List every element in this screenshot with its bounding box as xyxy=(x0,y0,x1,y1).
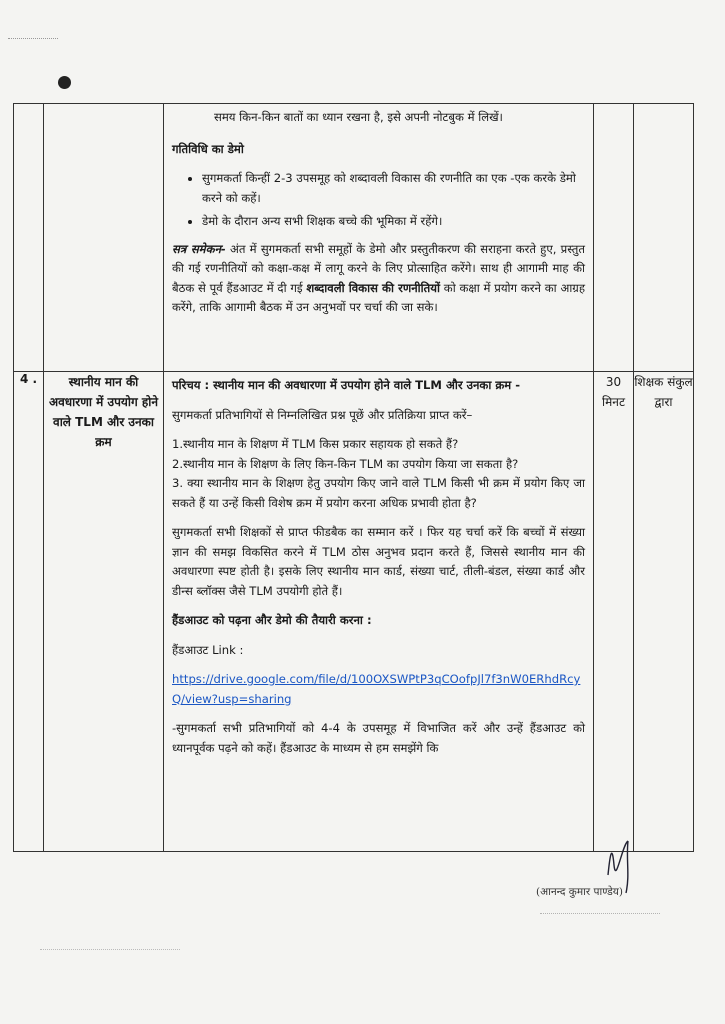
summary-text: अंत में सुगमकर्ता सभी समूहों के डेमो और प्रस्तुतीकरण की सराहना करते हुए, प्रस्तुत की गई रणनीतियों को कक्षा-कक्ष में लागू करने के लिए प्रोत्साहित करेंगे। साथ ही आगामी माह की बैठक से पूर्व हैंडआउट में दी गई xyxy=(172,241,585,295)
facilitator-cell xyxy=(634,104,694,372)
question-2: 2.स्थानीय मान के शिक्षण के लिए किन-किन TLM का उपयोग किया जा सकता है? xyxy=(172,456,519,471)
continuation-line: समय किन-किन बातों का ध्यान रखना है, इसे अपनी नोटबुक में लिखें। xyxy=(214,110,503,124)
handout-link[interactable]: https://drive.google.com/file/d/100OXSWPtP3qCOofpJl7f3nW0ERhdRcyQ/view?usp=sharing xyxy=(172,672,581,706)
topic-cell xyxy=(44,104,164,372)
summary-text-end: को कक्षा में प्रयोग करने का आग्रह करेंगे, ताकि आगामी बैठक में उन अनुभवों पर चर्चा की जा सके। xyxy=(172,280,585,314)
activity-cell xyxy=(164,104,594,372)
table-row xyxy=(14,104,694,372)
handout-heading: हैंडआउट को पढ़ना और डेमो की तैयारी करना : xyxy=(172,613,372,627)
session-plan-table xyxy=(13,103,694,852)
intro-heading: परिचय : स्थानीय मान की अवधारणा में उपयोग होने वाले TLM और उनका क्रम - xyxy=(172,378,521,392)
list-item: • डेमो के दौरान अन्य सभी शिक्षक बच्चे की भूमिका में रहेंगे। xyxy=(202,212,585,232)
demo-bullet-list xyxy=(172,169,585,232)
signature-designation-faint xyxy=(540,905,660,914)
time-cell xyxy=(594,104,634,372)
question-3: 3. क्या स्थानीय मान के शिक्षण हेतु उपयोग किए जाने वाले TLM किसी भी क्रम में प्रयोग किए जा सकते हैं या उन्हें किसी विशेष क्रम में प्रयोग करना अधिक प्रभावी होता है? xyxy=(172,476,585,510)
faint-stamp xyxy=(40,935,180,950)
summary-bold-text: शब्दावली विकास की रणनीतियों xyxy=(306,280,441,295)
session-summary xyxy=(172,240,585,318)
table-row xyxy=(14,372,694,852)
serial-cell xyxy=(14,104,44,372)
ask-line: सुगमकर्ता प्रतिभागियों से निम्नलिखित प्रश्न पूछें और प्रतिक्रिया प्राप्त करें– xyxy=(172,407,473,422)
signature-name: (आनन्द कुमार पाण्डेय) xyxy=(536,886,623,898)
punch-hole xyxy=(58,76,71,89)
handout-link-label: हैंडआउट Link : xyxy=(172,642,244,657)
questions-block xyxy=(172,435,585,513)
group-paragraph: -सुगमकर्ता सभी प्रतिभागियों को 4-4 के उपसमूह में विभाजित करें और उन्हें हैंडआउट को ध्यानपूर्वक पढ़ने को कहें। हैंडआउट के माध्यम से हम समझेंगे कि xyxy=(172,721,585,755)
duration: 30 मिनट xyxy=(594,372,634,852)
demo-heading: गतिविधि का डेमो xyxy=(172,141,244,156)
serial-number: 4 . xyxy=(14,372,44,852)
summary-label: सत्र समेकन- xyxy=(172,241,226,256)
activity-cell xyxy=(164,372,594,852)
scan-artifact xyxy=(8,38,58,45)
topic-cell xyxy=(44,372,164,852)
question-1: 1.स्थानीय मान के शिक्षण में TLM किस प्रकार सहायक हो सकते हैं? xyxy=(172,437,459,451)
topic-title: स्थानीय मान की अवधारणा में उपयोग होने वाले TLM और उनका क्रम xyxy=(48,375,159,449)
list-item: • सुगमकर्ता किन्हीं 2-3 उपसमूह को शब्दावली विकास की रणनीति का एक -एक करके डेमो करने को कहें। xyxy=(202,169,585,208)
facilitator: शिक्षक संकुल द्वारा xyxy=(634,372,694,852)
feedback-paragraph: सुगमकर्ता सभी शिक्षकों से प्राप्त फीडबैक का सम्मान करें । फिर यह चर्चा करें कि बच्चों में संख्या ज्ञान की समझ विकसित करने में TLM ठोस अनुभव प्रदान करते हैं, जिससे स्थानीय मान की अवधारणा स्पष्ट होती है। इसके लिए स्थानीय मान कार्ड, संख्या चार्ट, तीली-बंडल, संख्या कार्ड और डीन्स ब्लॉक्स जैसे TLM उपयोगी होते हैं। xyxy=(172,525,585,598)
